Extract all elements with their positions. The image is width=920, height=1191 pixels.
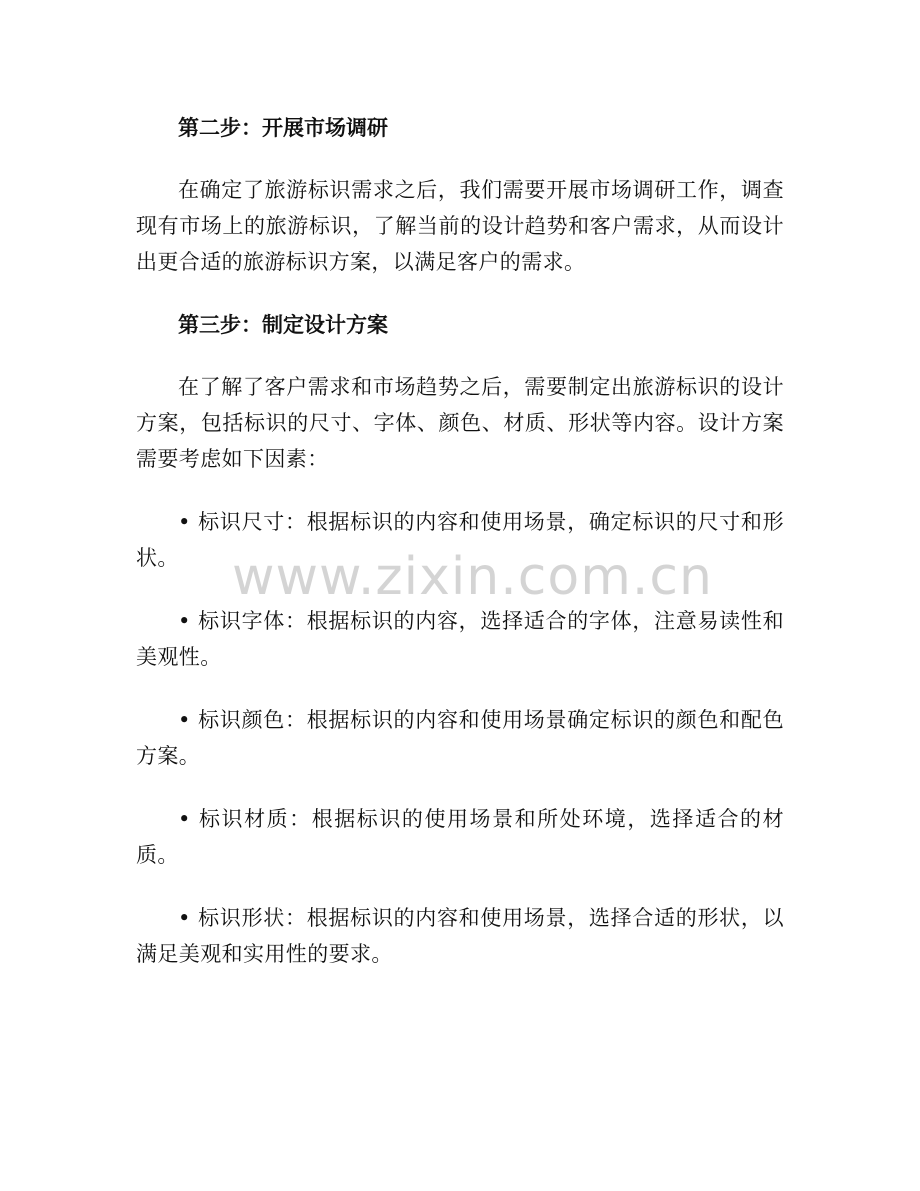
bullet-item: • 标识尺寸：根据标识的内容和使用场景，确定标识的尺寸和形状。 xyxy=(136,510,784,570)
section-paragraph: 在了解了客户需求和市场趋势之后，需要制定出旅游标识的设计方案，包括标识的尺寸、字体、颜色、材质、形状等内容。设计方案需要考虑如下因素： xyxy=(136,375,784,471)
section-paragraph: 在确定了旅游标识需求之后，我们需要开展市场调研工作，调查现有市场上的旅游标识，了解当前的设计趋势和客户需求，从而设计出更合适的旅游标识方案，以满足客户的需求。 xyxy=(136,178,784,274)
watermark-text: www.zixin.com.cn xyxy=(232,547,713,607)
section-heading: 第二步：开展市场调研 xyxy=(178,116,388,140)
bullet-item: • 标识形状：根据标识的内容和使用场景，选择合适的形状，以满足美观和实用性的要求。 xyxy=(136,906,784,966)
bullet-item: • 标识材质：根据标识的使用场景和所处环境，选择适合的材质。 xyxy=(136,807,784,867)
section-heading: 第三步：制定设计方案 xyxy=(178,313,388,337)
bullet-item: • 标识颜色：根据标识的内容和使用场景确定标识的颜色和配色方案。 xyxy=(136,708,784,768)
document-content xyxy=(136,110,784,972)
bullet-item: • 标识字体：根据标识的内容，选择适合的字体，注意易读性和美观性。 xyxy=(136,609,784,669)
